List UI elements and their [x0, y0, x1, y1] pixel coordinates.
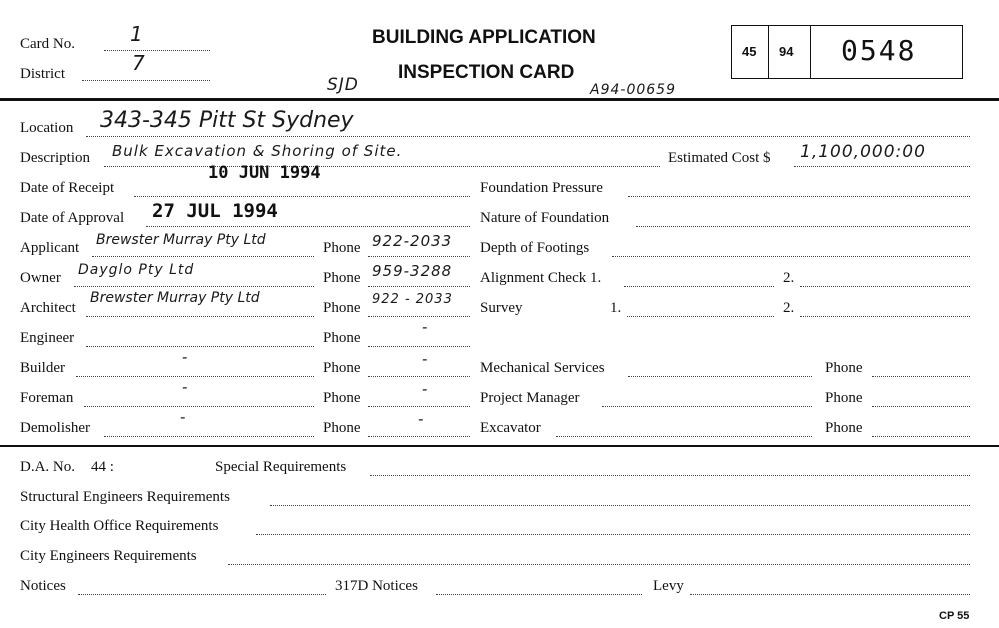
foreman-phone-label: Phone — [323, 390, 361, 406]
foundation-pressure-label: Foundation Pressure — [480, 180, 603, 196]
location-value: 343-345 Pitt St Sydney — [100, 108, 354, 133]
builder-phone-label: Phone — [323, 360, 361, 376]
box-prefix-b: 94 — [779, 44, 794, 59]
form-title-line2: INSPECTION CARD — [398, 62, 575, 83]
demolisher-phone-label: Phone — [323, 420, 361, 436]
health-requirements-leader — [256, 534, 970, 535]
location-label: Location — [20, 120, 74, 136]
excavator-label: Excavator — [480, 420, 541, 436]
box-prefix-a: 45 — [742, 44, 757, 59]
applicant-phone-value: 922-2033 — [372, 232, 453, 250]
excavator-phone-label: Phone — [825, 420, 863, 436]
survey-1-label: 1. — [610, 300, 622, 316]
architect-phone-leader — [368, 316, 470, 317]
foreman-label: Foreman — [20, 390, 74, 406]
nature-foundation-leader — [636, 226, 970, 227]
da-no-label: D.A. No. — [20, 459, 75, 475]
mechanical-phone-leader — [872, 376, 970, 377]
date-receipt-leader — [134, 196, 470, 197]
project-manager-leader — [602, 406, 812, 407]
owner-value: Dayglo Pty Ltd — [78, 262, 195, 278]
location-leader — [86, 136, 970, 137]
date-approval-leader — [146, 226, 470, 227]
date-approval-label: Date of Approval — [20, 210, 125, 226]
card-no-label: Card No. — [20, 36, 75, 52]
special-requirements-label: Special Requirements — [215, 459, 347, 475]
estimated-cost-leader — [794, 166, 970, 167]
architect-phone-value: 922 - 2033 — [372, 292, 453, 307]
builder-phone-leader — [368, 376, 470, 377]
mechanical-services-label: Mechanical Services — [480, 360, 605, 376]
owner-phone-leader — [368, 286, 470, 287]
demolisher-dash: - — [180, 408, 187, 426]
foreman-leader — [84, 406, 314, 407]
survey-2-label: 2. — [783, 300, 795, 316]
engineer-label: Engineer — [20, 330, 75, 346]
owner-phone-value: 959-3288 — [372, 262, 453, 280]
description-label: Description — [20, 150, 90, 166]
da-no-value: 44 : — [91, 459, 114, 475]
project-manager-phone-leader — [872, 406, 970, 407]
architect-phone-label: Phone — [323, 300, 361, 316]
description-value: Bulk Excavation & Shoring of Site. — [112, 142, 403, 160]
foreman-dash: - — [182, 378, 189, 396]
alignment-check-2-leader — [800, 286, 970, 287]
applicant-leader — [92, 256, 314, 257]
architect-value: Brewster Murray Pty Ltd — [90, 290, 260, 306]
survey-label: Survey — [480, 300, 523, 316]
form-code: CP 55 — [939, 610, 970, 622]
architect-leader — [86, 316, 314, 317]
card-number-box — [731, 25, 963, 79]
form-title-line1: BUILDING APPLICATION — [372, 27, 596, 48]
project-manager-label: Project Manager — [480, 390, 580, 406]
owner-label: Owner — [20, 270, 61, 286]
city-engineers-requirements-leader — [228, 564, 970, 565]
engineer-phone-leader — [368, 346, 470, 347]
builder-dash: - — [182, 348, 189, 366]
description-leader — [104, 166, 660, 167]
notices-label: Notices — [20, 578, 66, 594]
alignment-check-2-label: 2. — [783, 270, 795, 286]
owner-phone-label: Phone — [323, 270, 361, 286]
depth-footings-label: Depth of Footings — [480, 240, 590, 256]
date-receipt-stamp: 10 JUN 1994 — [208, 163, 321, 183]
architect-label: Architect — [20, 300, 76, 316]
applicant-phone-label: Phone — [323, 240, 361, 256]
reference-handwritten: A94-00659 — [590, 82, 676, 98]
fields-divider — [0, 445, 999, 447]
district-leader — [82, 80, 210, 81]
mechanical-services-leader — [628, 376, 812, 377]
date-approval-stamp: 27 JUL 1994 — [152, 200, 278, 222]
card-no-value: 1 — [130, 22, 144, 46]
builder-leader — [76, 376, 314, 377]
date-receipt-label: Date of Receipt — [20, 180, 115, 196]
notices-leader — [78, 594, 326, 595]
initials-handwritten: SJD — [327, 75, 359, 95]
alignment-check-label: Alignment Check 1. — [480, 270, 602, 286]
district-label: District — [20, 66, 65, 82]
health-requirements-label: City Health Office Requirements — [20, 518, 219, 534]
structural-requirements-leader — [270, 505, 970, 506]
demolisher-leader — [104, 436, 314, 437]
engineer-phone-dash: - — [422, 318, 429, 336]
excavator-phone-leader — [872, 436, 970, 437]
applicant-phone-leader — [368, 256, 470, 257]
estimated-cost-label: Estimated Cost $ — [668, 150, 771, 166]
builder-phone-dash: - — [422, 350, 429, 368]
applicant-value: Brewster Murray Pty Ltd — [96, 232, 266, 248]
depth-footings-leader — [612, 256, 970, 257]
demolisher-phone-dash: - — [418, 410, 425, 428]
builder-label: Builder — [20, 360, 65, 376]
district-value: 7 — [132, 51, 146, 75]
demolisher-phone-leader — [368, 436, 470, 437]
survey-2-leader — [800, 316, 970, 317]
demolisher-label: Demolisher — [20, 420, 90, 436]
engineer-leader — [86, 346, 314, 347]
special-requirements-leader — [370, 475, 970, 476]
engineer-phone-label: Phone — [323, 330, 361, 346]
box-card-number: 0548 — [841, 34, 917, 67]
foreman-phone-dash: - — [422, 380, 429, 398]
owner-leader — [74, 286, 314, 287]
nature-foundation-label: Nature of Foundation — [480, 210, 610, 226]
city-engineers-requirements-label: City Engineers Requirements — [20, 548, 197, 564]
card-no-leader — [104, 50, 210, 51]
notices-317d-label: 317D Notices — [335, 578, 418, 594]
survey-1-leader — [627, 316, 774, 317]
excavator-leader — [556, 436, 812, 437]
structural-requirements-label: Structural Engineers Requirements — [20, 489, 230, 505]
mechanical-phone-label: Phone — [825, 360, 863, 376]
notices-317d-leader — [436, 594, 642, 595]
foundation-pressure-leader — [628, 196, 970, 197]
header-divider — [0, 98, 999, 101]
levy-label: Levy — [653, 578, 684, 594]
levy-leader — [690, 594, 970, 595]
project-manager-phone-label: Phone — [825, 390, 863, 406]
foreman-phone-leader — [368, 406, 470, 407]
alignment-check-1-leader — [624, 286, 774, 287]
estimated-cost-value: 1,100,000:00 — [800, 142, 926, 162]
applicant-label: Applicant — [20, 240, 80, 256]
